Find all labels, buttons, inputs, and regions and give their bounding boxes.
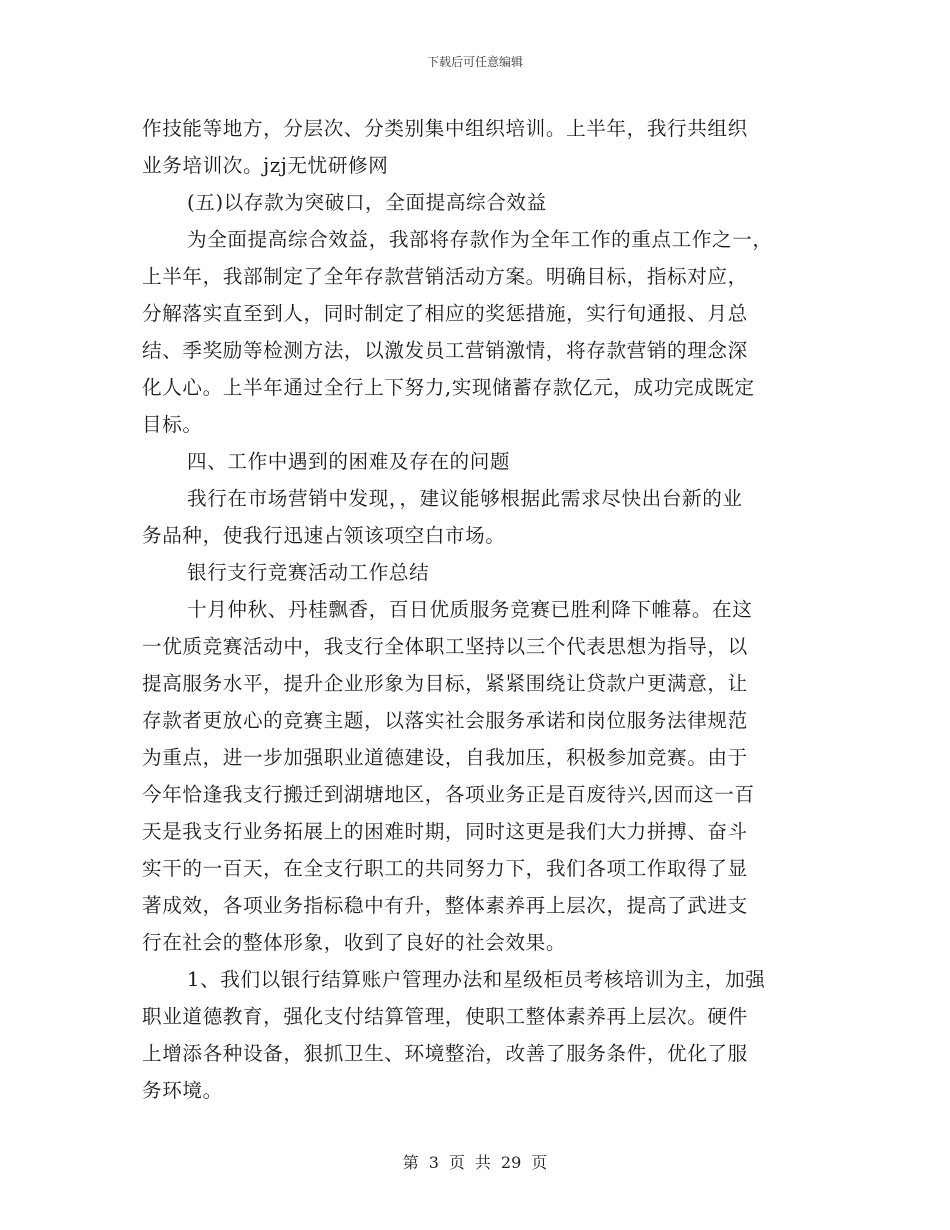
text-line: 一优质竞赛活动中，我支行全体职工坚持以三个代表思想为指导，以 [142,635,748,658]
document-body [142,110,804,1109]
text-line: 十月仲秋、丹桂飘香，百日优质服务竞赛已胜利降下帷幕。在这 [187,598,753,621]
text-line: 1、我们以银行结算账户管理办法和星级柜员考核培训为主，加强 [187,968,766,991]
text-line: 四、工作中遇到的困难及存在的问题 [187,450,511,473]
text-line: 目标。 [142,413,203,436]
text-line: 天是我支行业务拓展上的困难时期，同时这更是我们大力拼搏、奋斗 [142,820,748,843]
page-suffix: 页 [531,1153,548,1172]
text-line: 行在社会的整体形象，收到了良好的社会效果。 [142,931,567,954]
text-line: 我行在市场营销中发现，，建议能够根据此需求尽快出台新的业 [187,487,743,510]
text-line: 上半年，我部制定了全年存款营销活动方案。明确目标，指标对应， [142,265,748,288]
page-footer [0,1150,950,1173]
page-current: 3 [428,1153,439,1172]
page-header: 下载后可任意编辑 [426,55,523,69]
text-line: 银行支行竞赛活动工作总结 [187,561,430,584]
text-line: (五)以存款为突破口，全面提高综合效益 [187,191,547,214]
text-line: 职业道德教育，强化支付结算管理，使职工整体素养再上层次。硬件 [142,1005,748,1028]
page-prefix: 第 [402,1153,419,1172]
page-total: 29 [500,1153,522,1172]
text-line: 上增添各种设备，狠抓卫生、环境整治，改善了服务条件，优化了服 [142,1042,748,1065]
text-line: 今年恰逢我支行搬迁到湖塘地区，各项业务正是百废待兴,因而这一百 [142,783,755,806]
text-line: 存款者更放心的竞赛主题，以落实社会服务承诺和岗位服务法律规范 [142,709,748,732]
text-line: 著成效，各项业务指标稳中有升，整体素养再上层次，提高了武进支 [142,894,748,917]
text-line: 为全面提高综合效益，我部将存款作为全年工作的重点工作之一， [187,228,773,251]
text-line: 业务培训次。jzj无忧研修网 [142,154,389,177]
text-line: 分解落实直至到人，同时制定了相应的奖惩措施，实行旬通报、月总 [142,302,748,325]
text-line: 务环境。 [142,1079,223,1102]
text-line: 结、季奖励等检测方法，以激发员工营销激情，将存款营销的理念深 [142,339,748,362]
text-line: 为重点，进一步加强职业道德建设，自我加压，积极参加竞赛。由于 [142,746,748,769]
text-line: 实干的一百天，在全支行职工的共同努力下，我们各项工作取得了显 [142,857,748,880]
page-total-prefix: 共 [474,1153,491,1172]
text-line: 务品种，使我行迅速占领该项空白市场。 [142,524,506,547]
page-mid: 页 [448,1153,465,1172]
text-line: 化人心。上半年通过全行上下努力,实现储蓄存款亿元，成功完成既定 [142,376,755,399]
text-line: 作技能等地方，分层次、分类别集中组织培训。上半年，我行共组织 [142,117,748,140]
text-line: 提高服务水平，提升企业形象为目标，紧紧围绕让贷款户更满意，让 [142,672,748,695]
